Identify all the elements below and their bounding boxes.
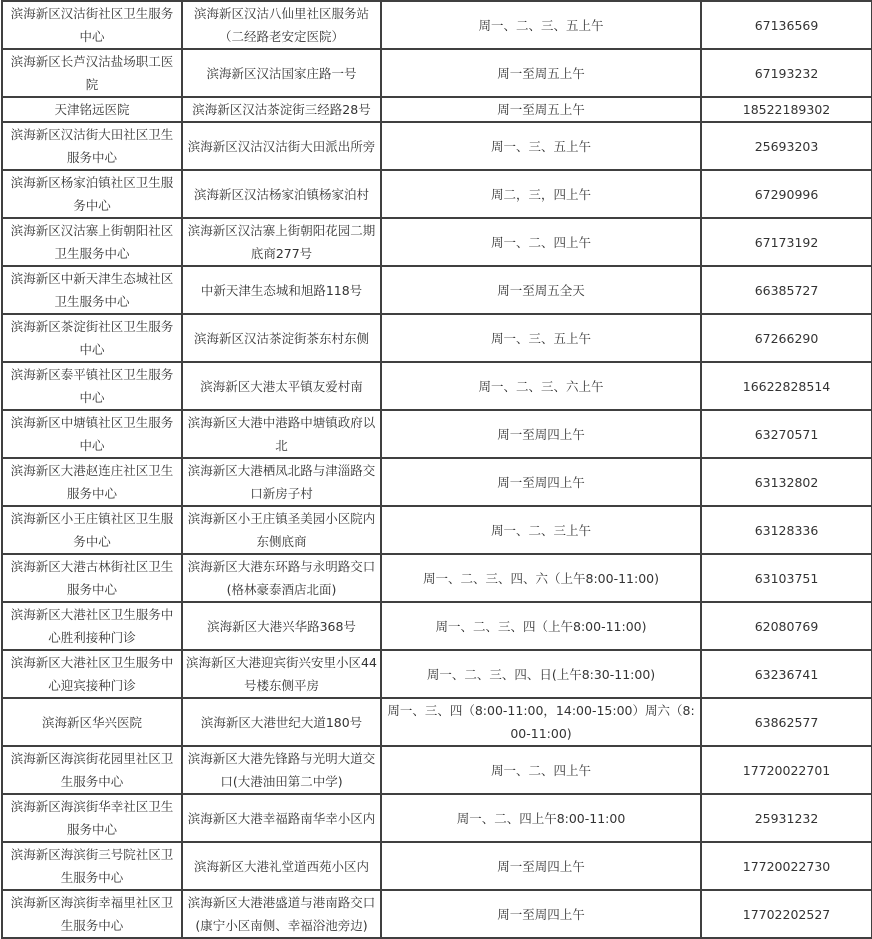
site-name-cell: 滨海新区汉沽街大田社区卫生服务中心 xyxy=(2,122,182,170)
phone-number-cell: 63270571 xyxy=(701,410,872,458)
service-hours-cell: 周一至周五上午 xyxy=(381,97,701,122)
site-address-cell: 滨海新区大港先锋路与光明大道交口(大港油田第二中学) xyxy=(182,746,381,794)
phone-number-cell: 67290996 xyxy=(701,170,872,218)
site-address-cell: 滨海新区大港世纪大道180号 xyxy=(182,698,381,746)
phone-number-cell: 25693203 xyxy=(701,122,872,170)
phone-number-cell: 16622828514 xyxy=(701,362,872,410)
phone-number-cell: 63862577 xyxy=(701,698,872,746)
phone-number-cell: 63128336 xyxy=(701,506,872,554)
table-row xyxy=(2,266,872,314)
table-row xyxy=(2,554,872,602)
site-address-cell: 滨海新区汉沽茶淀街茶东村东侧 xyxy=(182,314,381,362)
site-address-cell: 滨海新区大港中港路中塘镇政府以北 xyxy=(182,410,381,458)
service-hours-cell: 周一至周四上午 xyxy=(381,410,701,458)
table-row xyxy=(2,890,872,938)
site-name-cell: 滨海新区长芦汉沽盐场职工医院 xyxy=(2,49,182,97)
site-address-cell: 滨海新区大港兴华路368号 xyxy=(182,602,381,650)
site-address-cell: 滨海新区大港太平镇友爱村南 xyxy=(182,362,381,410)
site-name-cell: 滨海新区汉沽寨上街朝阳社区卫生服务中心 xyxy=(2,218,182,266)
service-hours-cell: 周一、二、三、六上午 xyxy=(381,362,701,410)
site-address-cell: 滨海新区汉沽汉沽街大田派出所旁 xyxy=(182,122,381,170)
phone-number-cell: 63132802 xyxy=(701,458,872,506)
service-hours-cell: 周一、二、三、五上午 xyxy=(381,1,701,49)
service-hours-cell: 周一、二、三、四、日(上午8:30-11:00) xyxy=(381,650,701,698)
service-hours-cell: 周一、二、四上午8:00-11:00 xyxy=(381,794,701,842)
phone-number-cell: 63103751 xyxy=(701,554,872,602)
site-address-cell: 滨海新区大港栖凤北路与津淄路交口新房子村 xyxy=(182,458,381,506)
table-row xyxy=(2,97,872,122)
phone-number-cell: 67266290 xyxy=(701,314,872,362)
service-hours-cell: 周一、三、五上午 xyxy=(381,122,701,170)
phone-number-cell: 25931232 xyxy=(701,794,872,842)
site-address-cell: 滨海新区大港东环路与永明路交口(格林豪泰酒店北面) xyxy=(182,554,381,602)
site-address-cell: 滨海新区汉沽杨家泊镇杨家泊村 xyxy=(182,170,381,218)
service-hours-cell: 周一、二、三、四（上午8:00-11:00) xyxy=(381,602,701,650)
site-name-cell: 滨海新区海滨街华幸社区卫生服务中心 xyxy=(2,794,182,842)
site-name-cell: 滨海新区华兴医院 xyxy=(2,698,182,746)
table-row xyxy=(2,122,872,170)
service-hours-cell: 周一、二、四上午 xyxy=(381,746,701,794)
site-address-cell: 滨海新区汉沽茶淀街三经路28号 xyxy=(182,97,381,122)
service-hours-cell: 周一、二、三上午 xyxy=(381,506,701,554)
table-row xyxy=(2,698,872,746)
site-address-cell: 滨海新区大港幸福路南华幸小区内 xyxy=(182,794,381,842)
site-address-cell: 滨海新区汉沽寨上街朝阳花园二期底商277号 xyxy=(182,218,381,266)
service-hours-cell: 周一、三、五上午 xyxy=(381,314,701,362)
table-row xyxy=(2,1,872,49)
site-name-cell: 滨海新区泰平镇社区卫生服务中心 xyxy=(2,362,182,410)
table-row xyxy=(2,794,872,842)
table-row xyxy=(2,410,872,458)
table-row xyxy=(2,362,872,410)
phone-number-cell: 67136569 xyxy=(701,1,872,49)
site-address-cell: 滨海新区小王庄镇圣美园小区院内东侧底商 xyxy=(182,506,381,554)
site-address-cell: 滨海新区大港迎宾街兴安里小区44号楼东侧平房 xyxy=(182,650,381,698)
phone-number-cell: 66385727 xyxy=(701,266,872,314)
table-row xyxy=(2,170,872,218)
table-body xyxy=(2,1,872,938)
phone-number-cell: 18522189302 xyxy=(701,97,872,122)
phone-number-cell: 67173192 xyxy=(701,218,872,266)
phone-number-cell: 17720022730 xyxy=(701,842,872,890)
site-name-cell: 滨海新区大港赵连庄社区卫生服务中心 xyxy=(2,458,182,506)
service-hours-cell: 周一至周四上午 xyxy=(381,458,701,506)
service-hours-cell: 周一至周五上午 xyxy=(381,49,701,97)
site-name-cell: 滨海新区小王庄镇社区卫生服务中心 xyxy=(2,506,182,554)
table-row xyxy=(2,314,872,362)
phone-number-cell: 62080769 xyxy=(701,602,872,650)
table-row xyxy=(2,506,872,554)
table-row xyxy=(2,458,872,506)
site-name-cell: 滨海新区汉沽街社区卫生服务中心 xyxy=(2,1,182,49)
phone-number-cell: 17702202527 xyxy=(701,890,872,938)
service-hours-cell: 周二，三，四上午 xyxy=(381,170,701,218)
site-address-cell: 中新天津生态城和旭路118号 xyxy=(182,266,381,314)
service-hours-cell: 周一至周四上午 xyxy=(381,890,701,938)
site-name-cell: 滨海新区大港古林街社区卫生服务中心 xyxy=(2,554,182,602)
service-hours-cell: 周一至周五全天 xyxy=(381,266,701,314)
table-row xyxy=(2,49,872,97)
site-address-cell: 滨海新区汉沽国家庄路一号 xyxy=(182,49,381,97)
site-address-cell: 滨海新区大港港盛道与港南路交口(康宁小区南侧、幸福浴池旁边) xyxy=(182,890,381,938)
site-name-cell: 滨海新区茶淀街社区卫生服务中心 xyxy=(2,314,182,362)
site-name-cell: 滨海新区大港社区卫生服务中心迎宾接种门诊 xyxy=(2,650,182,698)
site-address-cell: 滨海新区大港礼堂道西苑小区内 xyxy=(182,842,381,890)
table-row xyxy=(2,746,872,794)
site-name-cell: 滨海新区大港社区卫生服务中心胜利接种门诊 xyxy=(2,602,182,650)
service-hours-cell: 周一至周四上午 xyxy=(381,842,701,890)
table-row xyxy=(2,218,872,266)
phone-number-cell: 63236741 xyxy=(701,650,872,698)
table-row xyxy=(2,602,872,650)
service-hours-cell: 周一、二、三、四、六（上午8:00-11:00) xyxy=(381,554,701,602)
table-row xyxy=(2,842,872,890)
site-name-cell: 滨海新区海滨街花园里社区卫生服务中心 xyxy=(2,746,182,794)
site-name-cell: 滨海新区海滨街幸福里社区卫生服务中心 xyxy=(2,890,182,938)
site-address-cell: 滨海新区汉沽八仙里社区服务站（二经路老安定医院） xyxy=(182,1,381,49)
phone-number-cell: 17720022701 xyxy=(701,746,872,794)
site-name-cell: 滨海新区海滨街三号院社区卫生服务中心 xyxy=(2,842,182,890)
site-name-cell: 滨海新区中塘镇社区卫生服务中心 xyxy=(2,410,182,458)
phone-number-cell: 67193232 xyxy=(701,49,872,97)
site-name-cell: 滨海新区杨家泊镇社区卫生服务中心 xyxy=(2,170,182,218)
table-row xyxy=(2,650,872,698)
vaccination-sites-table xyxy=(1,0,872,939)
service-hours-cell: 周一、二、四上午 xyxy=(381,218,701,266)
site-name-cell: 天津铭远医院 xyxy=(2,97,182,122)
site-name-cell: 滨海新区中新天津生态城社区卫生服务中心 xyxy=(2,266,182,314)
service-hours-cell: 周一、三、四（8:00-11:00，14:00-15:00）周六（8:00-11:00) xyxy=(381,698,701,746)
